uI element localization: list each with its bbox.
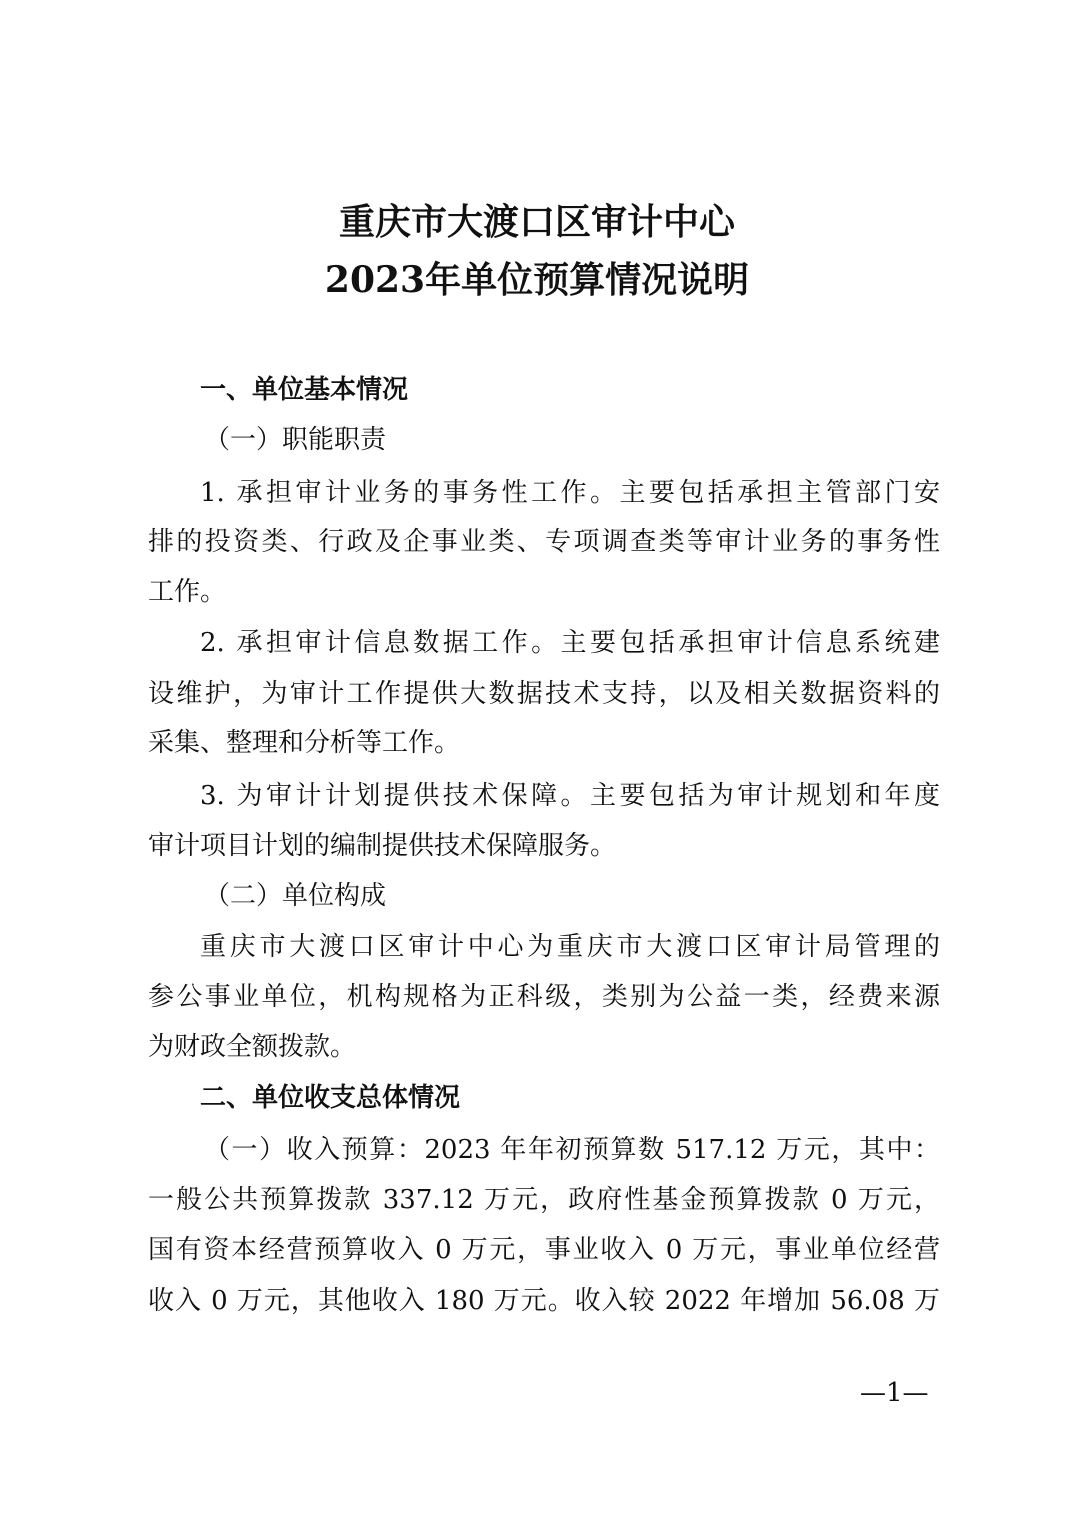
page-number: —1— bbox=[860, 1378, 929, 1408]
paragraph-line: 收入 0 万元，其他收入 180 万元。收入较 2022 年增加 56.08 万 bbox=[148, 1286, 940, 1316]
paragraph-line: 国有资本经营预算收入 0 万元，事业收入 0 万元，事业单位经营 bbox=[148, 1235, 940, 1265]
subsection-heading-duties: （一）职能职责 bbox=[204, 425, 387, 455]
paragraph-line: 设维护，为审计工作提供大数据技术支持，以及相关数据资料的 bbox=[148, 679, 940, 709]
paragraph-line: 审计项目计划的编制提供技术保障服务。 bbox=[148, 831, 617, 861]
paragraph-line: 1. 承担审计业务的事务性工作。主要包括承担主管部门安 bbox=[200, 478, 940, 508]
paragraph-line: 采集、整理和分析等工作。 bbox=[148, 728, 461, 758]
paragraph-line: 参公事业单位，机构规格为正科级，类别为公益一类，经费来源 bbox=[148, 982, 940, 1012]
subsection-heading-composition: （二）单位构成 bbox=[204, 881, 387, 911]
paragraph-line: 为财政全额拨款。 bbox=[148, 1032, 357, 1062]
document-title-line2: 2023年单位预算情况说明 bbox=[324, 259, 750, 301]
section-heading-2: 二、单位收支总体情况 bbox=[200, 1083, 461, 1113]
document-title-line1: 重庆市大渡口区审计中心 bbox=[338, 201, 735, 243]
paragraph-line: 工作。 bbox=[148, 577, 227, 607]
paragraph-line: 重庆市大渡口区审计中心为重庆市大渡口区审计局管理的 bbox=[200, 932, 940, 962]
paragraph-line: 一般公共预算拨款 337.12 万元，政府性基金预算拨款 0 万元， bbox=[148, 1185, 940, 1215]
paragraph-line: （一）收入预算：2023 年年初预算数 517.12 万元，其中： bbox=[204, 1135, 940, 1165]
section-heading-1: 一、单位基本情况 bbox=[200, 375, 409, 405]
paragraph-line: 2. 承担审计信息数据工作。主要包括承担审计信息系统建 bbox=[200, 628, 940, 658]
paragraph-line: 3. 为审计计划提供技术保障。主要包括为审计规划和年度 bbox=[200, 781, 940, 811]
paragraph-line: 排的投资类、行政及企事业类、专项调查类等审计业务的事务性 bbox=[148, 527, 940, 557]
